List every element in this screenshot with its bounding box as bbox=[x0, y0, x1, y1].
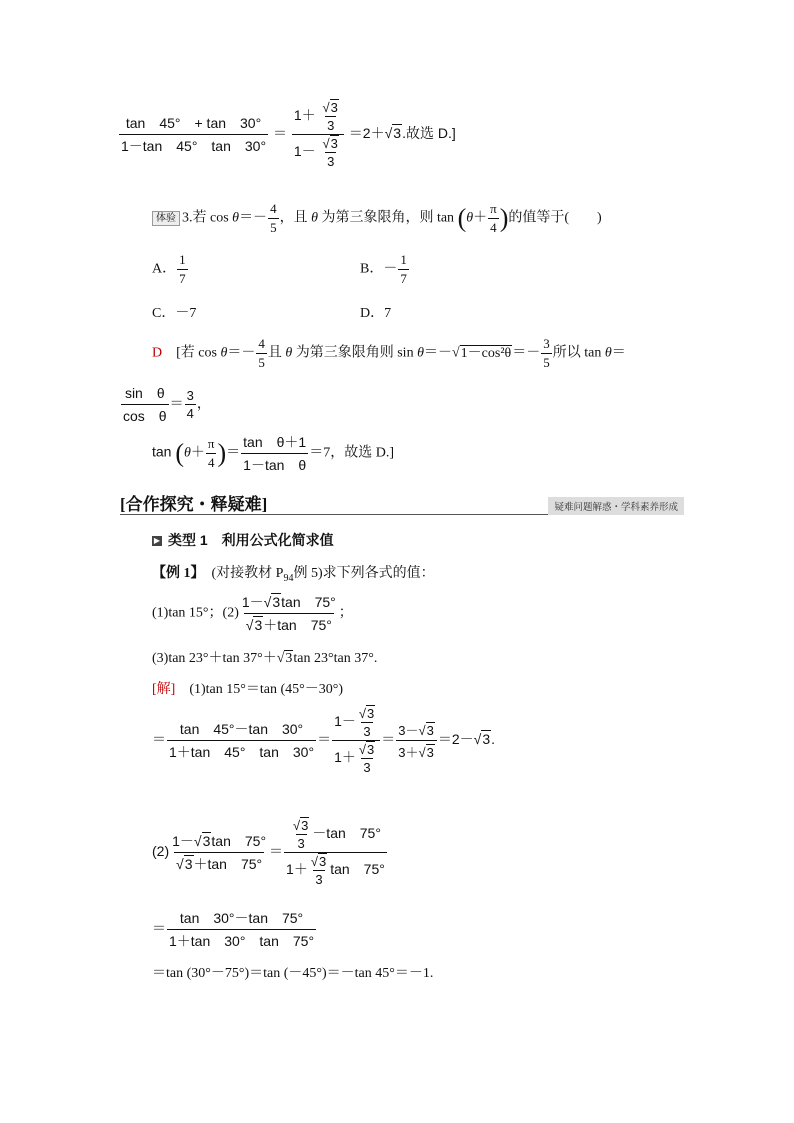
tan-label: tan bbox=[152, 443, 176, 460]
answer-3-line3: tan (θ＋ $\frac{\pi}{4}$ )＝ $\frac{\text{tan θ＋1}}{\text{1－tan θ}}$ ＝7，故选 D.] bbox=[152, 434, 394, 473]
option-a-label: A． bbox=[152, 261, 177, 277]
s1: (1)tan 15°＝tan (45°－30°) bbox=[189, 682, 343, 697]
top-lhs-numerator: tan 45° + tan 30° bbox=[125, 115, 262, 131]
radicand: 3 bbox=[367, 706, 375, 721]
option-c[interactable]: C．－7 bbox=[152, 306, 197, 321]
s2-fraction bbox=[167, 719, 316, 762]
top-mid-denominator bbox=[292, 134, 344, 169]
option-d[interactable]: D．7 bbox=[360, 306, 392, 321]
d: 3＋ bbox=[398, 745, 419, 760]
sin-theta: sin θ bbox=[124, 385, 165, 401]
den: 5 bbox=[270, 220, 277, 235]
three: 3 bbox=[363, 724, 371, 739]
example-bracket: 【例 1】 bbox=[152, 566, 198, 581]
t10: ， bbox=[196, 395, 211, 412]
sin-over-cos bbox=[121, 383, 169, 426]
pi: π bbox=[490, 201, 497, 216]
n: 3－ bbox=[398, 723, 419, 738]
pi-over-4-ans bbox=[206, 436, 217, 471]
d-b: ＋tan 75° bbox=[263, 617, 332, 633]
n-b: tan 75° bbox=[211, 833, 267, 849]
three-fifths bbox=[541, 336, 552, 371]
solution-line3: (2) $\frac{1-√3\tan 75^\circ}{√3+\tan 75^\circ}$ ＝ $\frac{√3}{3}$ －tan 75° 1＋ $\frac{√3}{3}$ tan 75° bbox=[152, 818, 385, 887]
radicand: 3 bbox=[184, 856, 193, 872]
ex-text-b: 例 5)求下列各式的值： bbox=[293, 566, 435, 581]
neg-four-fifths-ans bbox=[256, 336, 267, 371]
s2-end-a: ＝2－ bbox=[437, 731, 474, 748]
den: 5 bbox=[258, 355, 265, 370]
num: tan 45°－tan 30° bbox=[179, 721, 304, 737]
section-title: [合作探究・释疑难] bbox=[120, 495, 268, 514]
section-tag: 疑难问题解惑・学科素养形成 bbox=[548, 497, 684, 515]
answer-letter: D bbox=[152, 345, 163, 361]
radicand: 3 bbox=[393, 125, 402, 142]
solution-line5: ＝tan (30°－75°)＝tan (－45°)＝－tan 45°＝－1. bbox=[152, 966, 434, 981]
q3-text-a: 3.若 cos bbox=[182, 210, 233, 226]
num: tan 30°－tan 75° bbox=[179, 910, 304, 926]
top-mid-fraction bbox=[292, 100, 344, 169]
t2: ＝－ bbox=[227, 345, 256, 361]
solution-line4: ＝ $\frac{\tan 30^\circ-\tan 75^\circ}{1+\tan 30^\circ \tan 75^\circ}$ bbox=[152, 910, 315, 949]
result-suffix: .故选 D.] bbox=[402, 125, 456, 142]
radicand: 3 bbox=[482, 731, 491, 748]
p3-b: tan 23°tan 37°. bbox=[293, 651, 378, 666]
solution-line1 bbox=[152, 678, 343, 698]
theta: θ bbox=[232, 210, 240, 226]
top-lhs-fraction bbox=[119, 113, 268, 156]
radicand: 3 bbox=[202, 833, 211, 849]
t11: ＝7，故选 D.] bbox=[309, 445, 394, 461]
radicand: 3 bbox=[254, 617, 263, 633]
result-prefix: ＝2＋ bbox=[348, 125, 385, 142]
four: 4 bbox=[490, 220, 497, 235]
top-equation: $\frac{\tan 45^\circ + \tan 30^\circ}{1-\tan 45^\circ \tan 30^\circ}$ ＝ 1＋ $\frac{√3}{3}$ 1－ $\frac{√3}{3}$ ＝2＋√3.故选 D.] bbox=[121, 100, 456, 169]
type1-heading bbox=[152, 530, 334, 550]
d-b: tan 75° bbox=[330, 861, 385, 878]
theta: θ bbox=[220, 345, 228, 361]
n-b: tan 75° bbox=[281, 594, 336, 610]
num: 3 bbox=[543, 336, 550, 351]
option-b-fraction bbox=[398, 252, 409, 287]
den: 7 bbox=[179, 271, 186, 286]
radicand: 3 bbox=[367, 742, 375, 757]
example-1-parts bbox=[152, 592, 353, 635]
play-triangle-icon: ▶ bbox=[153, 536, 161, 546]
example-1-part3: (3)tan 23°＋tan 37°＋√3tan 23°tan 37°. bbox=[152, 651, 378, 666]
q3-text-b: ＝－ bbox=[239, 210, 268, 226]
example-1 bbox=[152, 562, 435, 584]
den: 1＋tan 45° tan 30° bbox=[167, 740, 316, 762]
answer-3-line2 bbox=[120, 383, 211, 426]
three-fourths bbox=[185, 388, 196, 421]
den: 4 bbox=[186, 406, 194, 421]
cos-theta: cos θ bbox=[121, 404, 169, 426]
theta: θ bbox=[311, 210, 318, 226]
t3: 且 bbox=[267, 345, 286, 361]
ex-text-a: (对接教材 P bbox=[197, 566, 284, 581]
radicand: 3 bbox=[426, 745, 434, 760]
experience-badge: 体验 bbox=[152, 211, 180, 226]
num: 4 bbox=[258, 336, 265, 351]
t6: ＝－ bbox=[512, 345, 541, 361]
three: 3 bbox=[297, 836, 305, 851]
p1: (1)tan 15°；(2) bbox=[152, 605, 239, 621]
theta: θ bbox=[604, 345, 612, 361]
t5: ＝－ bbox=[423, 345, 452, 361]
d-a: 1＋ bbox=[286, 861, 308, 878]
q3-text-c: ，且 bbox=[279, 210, 312, 226]
sqrt3-over-3-b: $\frac{√3}{3}$ bbox=[322, 136, 338, 169]
option-b-label: B．－ bbox=[360, 261, 398, 277]
theta: θ bbox=[417, 345, 424, 361]
den: 1＋tan 30° tan 75° bbox=[167, 929, 316, 951]
p2-fraction: $\frac{1-√3\tan 75^\circ}{√3+\tan 75^\circ}$ bbox=[241, 594, 336, 633]
q3-text-d: 为第三象限角，则 tan bbox=[317, 210, 458, 226]
n-a: 1－ bbox=[172, 833, 194, 849]
radicand: 3 bbox=[272, 594, 281, 610]
t1: [若 cos bbox=[176, 345, 221, 361]
denominator-three: 3 bbox=[327, 118, 335, 133]
radicand: 1－cos²θ bbox=[460, 345, 512, 361]
t7: 所以 tan bbox=[552, 345, 605, 361]
num: 3 bbox=[186, 388, 194, 403]
t8: ＝ bbox=[611, 345, 626, 361]
pi: π bbox=[207, 436, 215, 451]
den: 5 bbox=[543, 355, 550, 370]
den: 1－tan θ bbox=[241, 453, 308, 475]
three: 3 bbox=[315, 872, 323, 887]
answer-3-line1: D [若 cos θ＝－ $\frac{4}{5}$ 且 θ 为第三象限角则 sin θ＝－√1－cos²θ＝－ $\frac{3}{5}$ 所以 tan θ＝ bbox=[152, 336, 626, 370]
solution-label: [解] bbox=[152, 682, 176, 697]
type1-label: 类型 1 利用公式化简求值 bbox=[168, 532, 334, 548]
radicand: 3 bbox=[330, 136, 338, 151]
num: 1 bbox=[179, 252, 186, 267]
num: 4 bbox=[270, 201, 277, 216]
four: 4 bbox=[207, 455, 215, 470]
d-b: ＋tan 75° bbox=[193, 856, 263, 872]
t4: 为第三象限角则 sin bbox=[292, 345, 418, 361]
den: 7 bbox=[400, 271, 407, 286]
num: tan θ＋1 bbox=[243, 434, 307, 450]
s3-right-fraction: $\frac{√3}{3}$ －tan 75° 1＋ $\frac{√3}{3}$ tan 75° bbox=[286, 818, 385, 887]
mid-num-text: 1＋ bbox=[293, 107, 316, 124]
top-lhs-denominator: 1－tan 45° tan 30° bbox=[119, 134, 268, 156]
s2-right-fraction: $\frac{3-√3}{3+√3}$ bbox=[396, 720, 437, 761]
denominator-three: 3 bbox=[327, 154, 335, 169]
theta: θ bbox=[184, 445, 191, 461]
n-a: 1－ bbox=[241, 594, 264, 610]
q3-text-e: 的值等于( ) bbox=[508, 210, 602, 226]
s2-end-b: . bbox=[491, 731, 496, 748]
t9: ＝ bbox=[169, 395, 184, 412]
sqrt3-over-3: $\frac{√3}{3}$ bbox=[322, 100, 338, 133]
tan-sum-fraction bbox=[241, 432, 308, 475]
mid-den-text: 1－ bbox=[293, 143, 316, 160]
s2-mid-fraction: 1－ $\frac{√3}{3}$ 1＋ $\frac{√3}{3}$ bbox=[332, 706, 380, 775]
pi-over-4 bbox=[488, 201, 499, 236]
theta: θ bbox=[285, 345, 293, 361]
s4-fraction bbox=[167, 908, 316, 951]
p1-end: ； bbox=[338, 605, 353, 621]
n: 1－ bbox=[334, 713, 356, 730]
s3-left-fraction: $\frac{1-√3\tan 75^\circ}{√3+\tan 75^\circ}$ bbox=[172, 833, 267, 872]
solution-line2: ＝ $\frac{\tan 45^\circ-\tan 30^\circ}{1+\tan 45^\circ \tan 30^\circ}$ ＝ 1－ $\frac{√3}{3}$ 1＋ $\frac{√3}{3}$ ＝ $\frac{3-√3}{3+√3}$ ＝2－√3. bbox=[152, 706, 496, 775]
radicand: 3 bbox=[426, 723, 434, 738]
option-b[interactable] bbox=[360, 252, 410, 287]
neg-four-fifths bbox=[268, 201, 279, 236]
theta: θ bbox=[466, 210, 474, 226]
equals-sign: ＝ bbox=[272, 125, 287, 142]
option-a[interactable] bbox=[152, 252, 189, 287]
top-mid-numerator bbox=[292, 100, 344, 134]
radicand: 3 bbox=[330, 100, 338, 115]
option-a-fraction bbox=[177, 252, 188, 287]
radicand: 3 bbox=[318, 854, 327, 869]
radicand: 3 bbox=[285, 651, 293, 666]
n-b: －tan 75° bbox=[312, 825, 381, 842]
radicand: 3 bbox=[301, 818, 309, 833]
question-3: 体验 3.若 cos θ＝－ $\frac{4}{5}$ ，且 θ 为第三象限角，则 tan (θ＋ $\frac{\pi}{4}$ )的值等于( ) bbox=[152, 201, 602, 236]
p3-a: (3)tan 23°＋tan 37°＋ bbox=[152, 651, 277, 666]
num: 1 bbox=[400, 252, 407, 267]
three: 3 bbox=[363, 760, 371, 775]
d: 1＋ bbox=[334, 749, 356, 766]
s3-pre: (2) bbox=[152, 843, 170, 860]
page-sub: 94 bbox=[283, 572, 294, 584]
